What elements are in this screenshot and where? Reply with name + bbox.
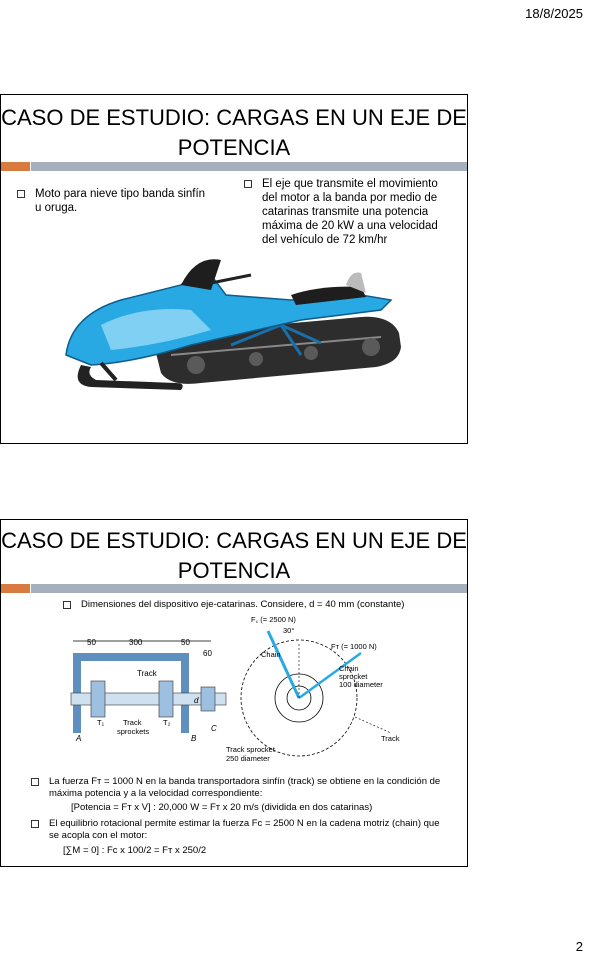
- page-number: 2: [575, 939, 583, 954]
- label-chain-sprocket-1: Chain: [339, 664, 359, 673]
- square-bullet-icon: [63, 601, 71, 609]
- label-t2: T₂: [163, 718, 171, 727]
- snowmobile-illustration: [61, 255, 421, 405]
- equation-power: [Potencia = Fт x V] : 20,000 W = Fт x 20 m/s (dividida en dos catarinas): [71, 802, 373, 813]
- label-d: d: [194, 696, 199, 705]
- title-rule: [1, 162, 467, 171]
- label-chain-sprocket-3: 100 diameter: [339, 680, 383, 689]
- label-chain: Chain: [261, 650, 281, 659]
- bullet-shaft-power: El eje que transmite el movimiento del motor a la banda por medio de catarinas transmite una potencia máxima de 20 kW a una velocidad del vehículo de 72 km/hr: [244, 177, 444, 247]
- bullet-equilibrium: El equilibrio rotacional permite estimar la fuerza Fc = 2500 N en la cadena motriz (chain) que se acopla con el motor:: [31, 818, 451, 842]
- label-track-sprockets-1: Track: [123, 718, 142, 727]
- bullet-dimensions: Dimensiones del dispositivo eje-catarinas. Considere, d = 40 mm (constante): [63, 599, 463, 611]
- label-chain-sprocket-2: sprocket: [339, 672, 368, 681]
- square-bullet-icon: [244, 180, 252, 188]
- label-track-sprockets-2: sprockets: [117, 727, 150, 736]
- equation-moment: [∑M = 0] : Fc x 100/2 = Fт x 250/2: [63, 845, 207, 856]
- label-30: 30°: [283, 626, 295, 635]
- bullet-snowmobile: Moto para nieve tipo banda sinfín u oruga.: [17, 187, 209, 215]
- label-b: B: [191, 734, 197, 743]
- slide-title: CASO DE ESTUDIO: CARGAS EN UN EJE DE POTENCIA: [1, 105, 467, 160]
- label-t1: T₁: [97, 718, 105, 727]
- label-track-right: Track: [381, 734, 400, 743]
- dim-50a: 50: [87, 638, 96, 647]
- label-a: A: [76, 734, 82, 743]
- label-track-sprocket-2: 250 diameter: [226, 754, 270, 763]
- square-bullet-icon: [31, 820, 39, 828]
- dim-60: 60: [203, 649, 212, 658]
- print-date: 18/8/2025: [525, 6, 583, 21]
- square-bullet-icon: [17, 190, 25, 198]
- title-rule: [1, 584, 467, 593]
- shaft-sprocket-diagram: [61, 613, 421, 765]
- label-track-sprocket-1: Track sprocket: [226, 745, 275, 754]
- slide-1: [0, 94, 468, 444]
- bullet-track-force: La fuerza Fт = 1000 N en la banda transportadora sinfín (track) se obtiene en la condición de máxima potencia y a la velocidad correspondiente:: [31, 776, 451, 800]
- label-ft: Fт (= 1000 N): [331, 642, 377, 651]
- square-bullet-icon: [31, 778, 39, 786]
- label-track-top: Track: [137, 669, 157, 678]
- dim-300: 300: [129, 638, 143, 647]
- slide-2: [0, 519, 468, 867]
- label-c: C: [211, 724, 217, 733]
- dim-50b: 50: [181, 638, 190, 647]
- slide-title: CASO DE ESTUDIO: CARGAS EN UN EJE DE POTENCIA: [1, 528, 467, 583]
- label-fc: F꜀ (= 2500 N): [251, 615, 296, 624]
